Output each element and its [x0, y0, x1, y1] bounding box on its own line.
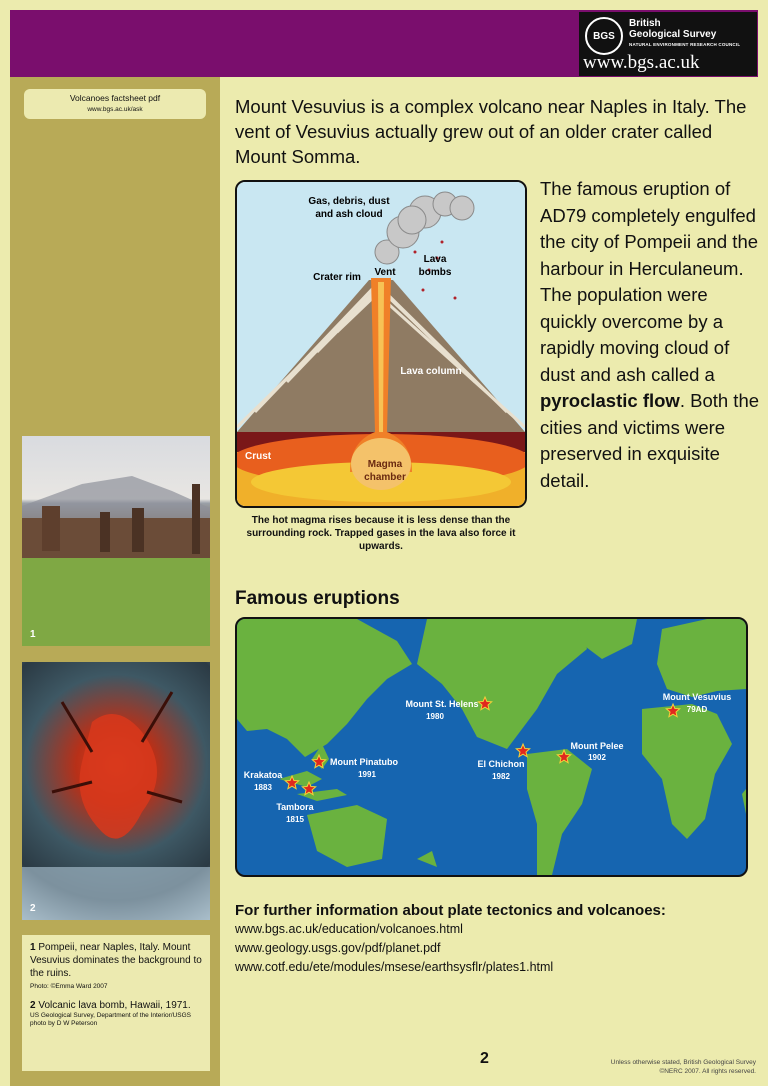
volcano-year-label: 1980: [426, 712, 444, 721]
volcano-diagram: [235, 180, 527, 508]
further-info-heading: For further information about plate tectonics and volcanoes:: [235, 902, 666, 919]
photo-captions: [22, 935, 210, 1071]
caption-1-text: Pompeii, near Naples, Italy. Mount Vesuvius dominates the background to the ruins.: [30, 942, 202, 979]
link-bgs-volcanoes[interactable]: www.bgs.ac.uk/education/volcanoes.html: [235, 922, 463, 936]
caption-2-credit: US Geological Survey, Department of the Interior/USGS photo by D W Peterson: [30, 1012, 192, 1027]
copyright-line1: Unless otherwise stated, British Geological Survey: [610, 1059, 756, 1066]
pompeii-ruins-illustration: [22, 436, 210, 646]
volcano-cross-section: [237, 182, 525, 506]
label-lava-bombs-2: bombs: [418, 267, 452, 278]
photo-lava-bomb: [22, 662, 210, 920]
volcano-name-label: El Chichon: [477, 759, 525, 769]
volcano-year-label: 1815: [286, 815, 304, 824]
caption-1: [30, 941, 202, 980]
famous-eruptions-heading: Famous eruptions: [235, 588, 400, 609]
eruption-paragraph: [540, 176, 760, 494]
caption-1-credit: Photo: ©Emma Ward 2007: [30, 983, 108, 990]
volcano-name-label: Krakatoa: [243, 770, 283, 780]
eruption-text-part1: The famous eruption of AD79 completely engulfed the city of Pompeii and the harbour in Herculaneum. The population were quickly overcome by a rapidly moving cloud of dust and ash called a: [540, 178, 759, 385]
caption-2-number: 2: [30, 1000, 36, 1011]
volcano-name-label: Mount Vesuvius: [662, 692, 732, 702]
org-name-line2: Geological Survey: [629, 29, 717, 40]
photo2-number: 2: [30, 903, 36, 914]
label-lava-column: Lava column: [400, 366, 462, 377]
bgs-logo[interactable]: [579, 12, 757, 76]
volcano-name-label: Tambora: [276, 802, 314, 812]
eruption-text-part2: . Both the cities and victims were preserved in exquisite detail.: [540, 390, 760, 491]
lava-bomb-illustration: [22, 662, 210, 920]
label-crater-rim: Crater rim: [313, 272, 361, 283]
factsheet-title: Volcanoes factsheet pdf: [69, 93, 161, 103]
label-crust: Crust: [245, 451, 272, 462]
label-vent: Vent: [374, 267, 396, 278]
volcano-year-label: 1883: [254, 783, 272, 792]
photo1-number: 1: [30, 629, 36, 640]
photo-pompeii: [22, 436, 210, 646]
volcano-name-label: Mount Pelee: [570, 741, 624, 751]
org-name: [629, 18, 716, 40]
link-usgs-planet[interactable]: www.geology.usgs.gov/pdf/planet.pdf: [235, 941, 441, 955]
volcano-year-label: 1902: [588, 753, 606, 762]
label-magma-1: Magma: [367, 459, 403, 470]
world-map-svg: [237, 619, 746, 875]
copyright-line2: ©NERC 2007. All rights reserved.: [659, 1068, 756, 1075]
org-name-line1: British: [629, 18, 661, 29]
world-map: [235, 617, 748, 877]
page-number: 2: [480, 1050, 489, 1067]
bgs-seal-icon: BGS: [585, 17, 623, 55]
factsheet-url[interactable]: www.bgs.ac.uk/ask: [87, 106, 143, 113]
caption-2: [30, 999, 202, 1012]
label-magma-2: chamber: [364, 472, 406, 483]
diagram-caption: The hot magma rises because it is less dense than the surrounding rock. Trapped gases in the lava also force it upwards.: [246, 515, 516, 552]
label-lava-bombs-1: Lava: [423, 254, 447, 265]
caption-2-text: Volcanic lava bomb, Hawaii, 1971.: [35, 1000, 191, 1011]
volcano-year-label: 1991: [358, 770, 376, 779]
label-gas-cloud-1: Gas, debris, dust: [308, 196, 390, 207]
volcano-name-label: Mount St. Helens: [405, 699, 479, 709]
site-url[interactable]: www.bgs.ac.uk: [583, 52, 700, 73]
org-subline: NATURAL ENVIRONMENT RESEARCH COUNCIL: [629, 42, 741, 47]
volcano-name-label: Mount Pinatubo: [330, 757, 398, 767]
volcano-year-label: 79AD: [686, 705, 708, 714]
caption-1-number: 1: [30, 942, 36, 953]
volcano-year-label: 1982: [492, 772, 510, 781]
link-cotf-plates[interactable]: www.cotf.edu/ete/modules/msese/earthsysflr/plates1.html: [235, 960, 554, 974]
intro-paragraph: Mount Vesuvius is a complex volcano near Naples in Italy. The vent of Vesuvius actually grew out of an older crater called Mount Somma.: [235, 96, 747, 167]
pyroclastic-flow-term: pyroclastic flow: [540, 390, 680, 411]
copyright-notice: [560, 1058, 756, 1076]
factsheet-label[interactable]: [24, 89, 206, 119]
label-gas-cloud-2: and ash cloud: [315, 209, 383, 220]
